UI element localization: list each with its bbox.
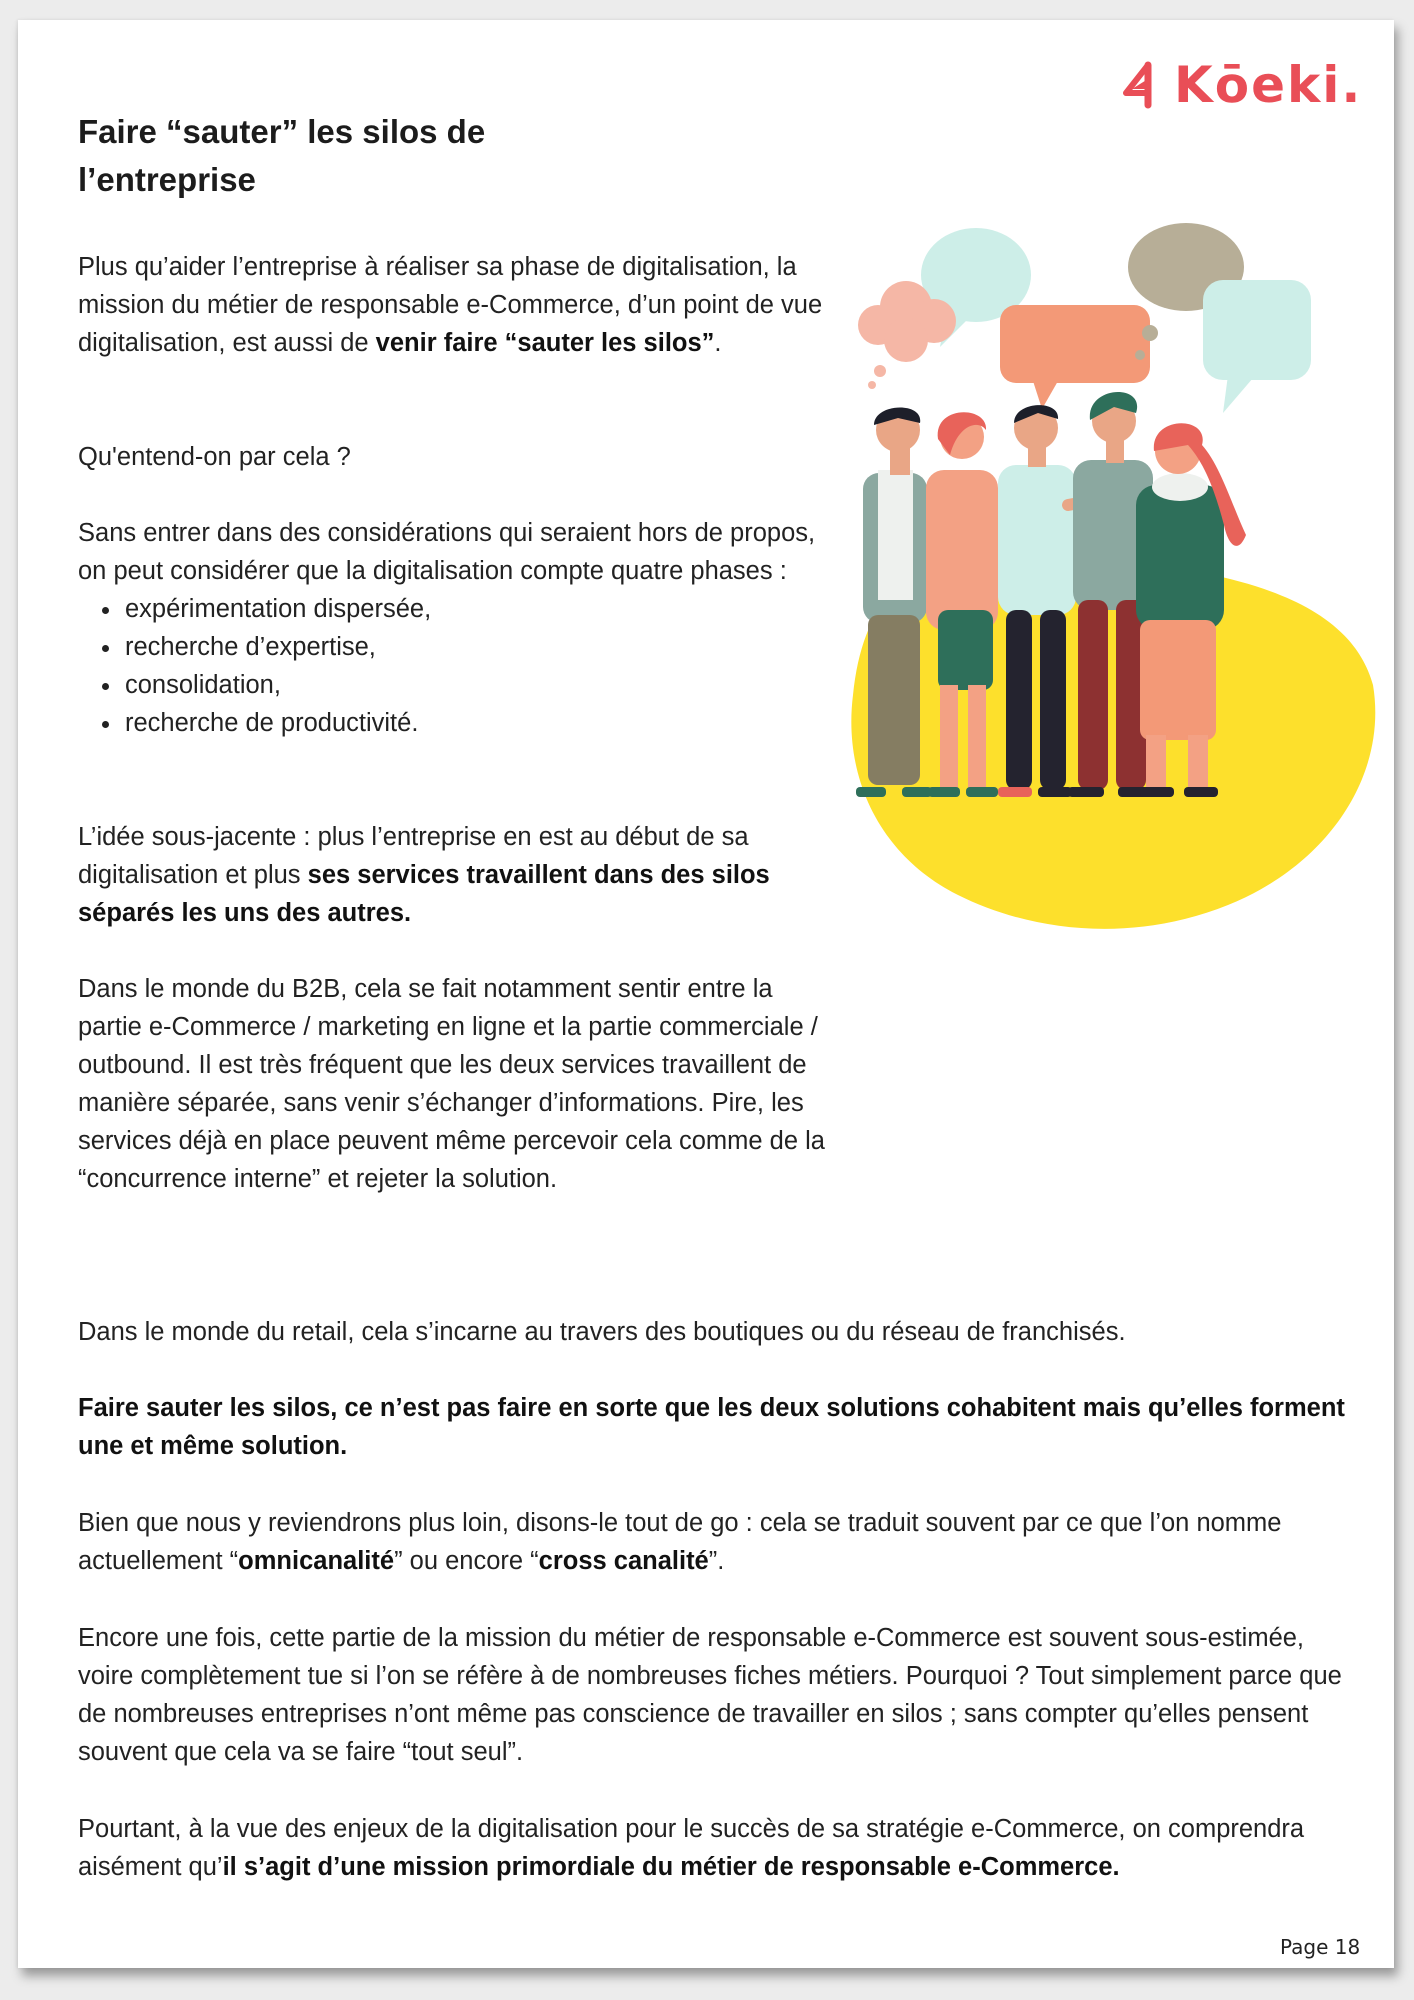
- text-run: Bien que nous y reviendrons plus loin, disons-le tout de go : cela se traduit souvent par ce que l’on nomme actuellement “: [78, 1509, 1282, 1575]
- chat-bubble-icon: [1000, 305, 1150, 409]
- list-item: • recherche de productivité.: [123, 704, 838, 742]
- paragraph-retail: [78, 1313, 1348, 1351]
- paragraph-idea: [78, 818, 838, 932]
- team-discussion-illustration: [828, 215, 1398, 935]
- bold-run: il s’agit d’une mission primordiale du métier de responsable e-Commerce.: [222, 1853, 1120, 1881]
- page-number: Page 18: [1280, 1935, 1361, 1959]
- paragraph-intro: [78, 248, 838, 362]
- speech-bubble-icon: [1203, 280, 1311, 413]
- list-item: • expérimentation dispersée,: [123, 590, 838, 628]
- bold-run: omnicanalité: [238, 1547, 395, 1575]
- bold-run: Faire sauter les silos, ce n’est pas faire en sorte que les deux solutions cohabitent mais qu’elles forment une et même solution.: [78, 1394, 1345, 1460]
- text-run: Encore une fois, cette partie de la mission du métier de responsable e-Commerce est souvent sous-estimée, voire complètement tue si l’on se réfère à de nombreuses fiches métiers. Pourquoi ? Tout simplement parce que de nombreuses entreprises n’ont même pas conscience de travailler en silos ; sans compter qu’elles pensent souvent que cela va se faire “tout seul”.: [78, 1624, 1342, 1766]
- bold-run: venir faire “sauter les silos”: [375, 329, 715, 357]
- text-run: L’idée sous-jacente : plus l’entreprise en est au début de sa digitalisation et plus: [78, 823, 749, 889]
- bold-run: ses services travaillent dans des silos séparés les uns des autres.: [78, 861, 770, 927]
- paragraph-silos-bold: [78, 1389, 1348, 1465]
- brand-name: Kōeki.: [1174, 56, 1363, 114]
- koeki-logo-icon: [1118, 59, 1170, 111]
- paragraph-omnicanal: [78, 1504, 1348, 1580]
- text-run: Dans le monde du B2B, cela se fait notamment sentir entre la partie e-Commerce / marketing en ligne et la partie commerciale / outbound. Il est très fréquent que les deux services travaillent de manière séparée, sans venir s’échanger d’informations. Pire, les services déjà en place peuvent même percevoir cela comme de la “concurrence interne” et rejeter la solution.: [78, 975, 825, 1193]
- text-run: Qu'entend-on par cela ?: [78, 443, 351, 471]
- paragraph-b2b: [78, 970, 838, 1198]
- phases-list: [78, 590, 838, 742]
- text-run: .: [714, 329, 722, 357]
- paragraph-phases: [78, 514, 838, 742]
- document-page: [18, 20, 1394, 1968]
- paragraph-conclusion: [78, 1810, 1348, 1886]
- text-run: Dans le monde du retail, cela s’incarne au travers des boutiques ou du réseau de franchisés.: [78, 1318, 1126, 1346]
- text-run: ”.: [708, 1547, 725, 1575]
- text-run: Plus qu’aider l’entreprise à réaliser sa phase de digitalisation, la mission du métier de responsable e-Commerce, d’un point de vue digitalisation, est aussi de: [78, 253, 823, 357]
- bold-run: cross canalité: [538, 1547, 709, 1575]
- page-title: Faire “sauter” les silos de l’entreprise: [78, 113, 486, 198]
- text-run: Sans entrer dans des considérations qui seraient hors de propos, on peut considérer que la digitalisation compte quatre phases :: [78, 519, 816, 585]
- paragraph-question: [78, 438, 838, 476]
- text-run: Pourtant, à la vue des enjeux de la digitalisation pour le succès de sa stratégie e-Commerce, on comprendra aisément qu’: [78, 1815, 1305, 1881]
- list-item: • consolidation,: [123, 666, 838, 704]
- list-item: • recherche d’expertise,: [123, 628, 838, 666]
- text-run: ” ou encore “: [394, 1547, 539, 1575]
- brand-logo: [1118, 50, 1362, 120]
- paragraph-underestimated: [78, 1619, 1348, 1771]
